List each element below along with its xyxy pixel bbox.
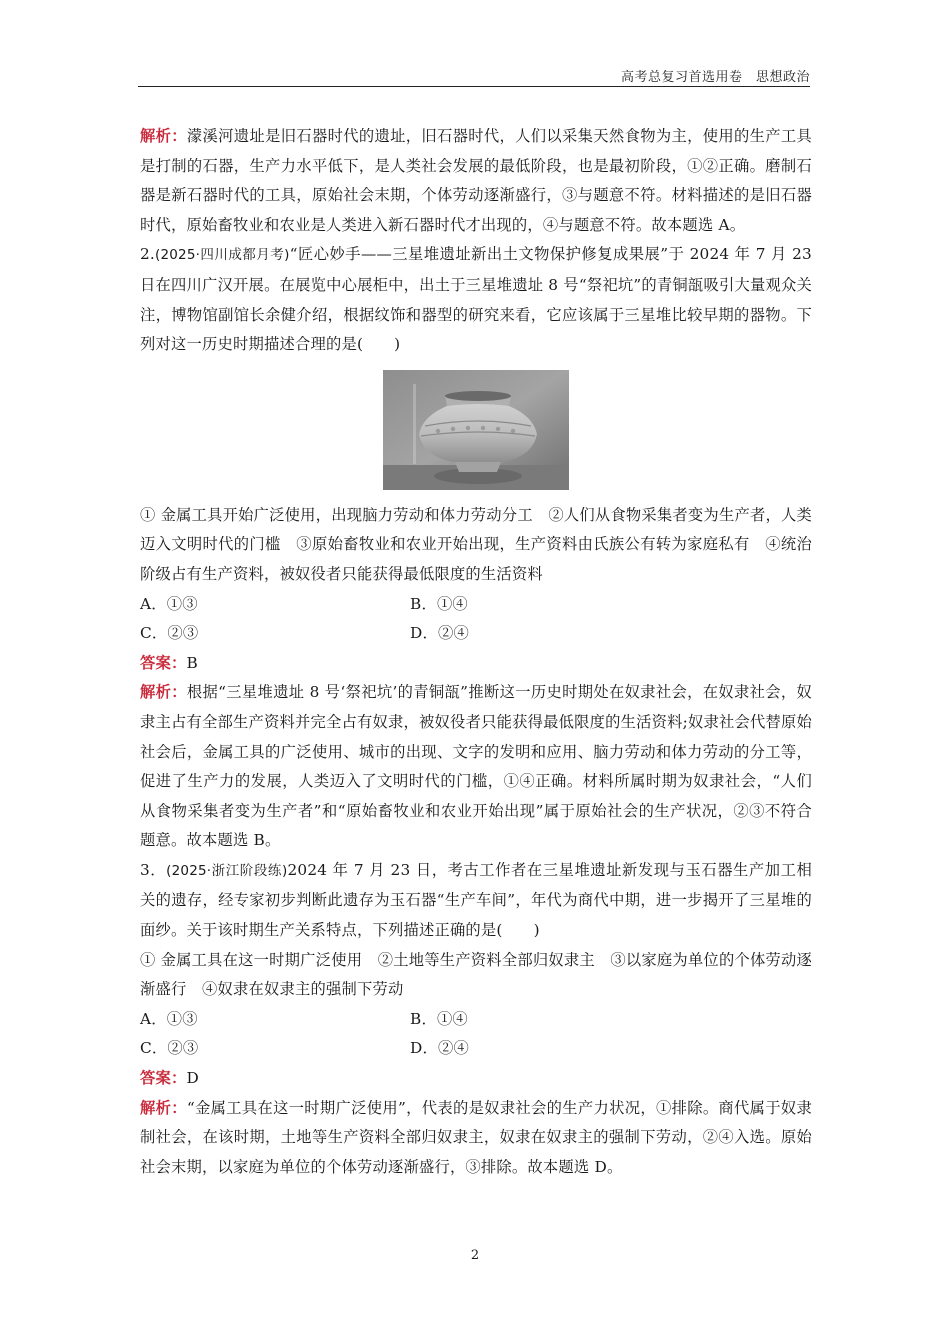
q3-answer xyxy=(140,1064,812,1094)
question-text: 2024 年 7 月 23 日，考古工作者在三星堆遗址新发现与玉石器生产加工相关的遗存，经专家初步判断此遗存为玉石器“生产车间”，年代为商代中期，进一步揭开了三星堆的面纱。关于该时期生产关系特点，下列描述正确的是( ) xyxy=(140,860,812,940)
analysis-text: 根据“三星堆遗址 8 号‘祭祀坑’的青铜瓿”推断这一历史时期处在奴隶社会，在奴隶社会，奴隶主占有全部生产资料并完全占有奴隶，被奴役者只能获得最低限度的生活资料;奴隶社会代替原始社会后，金属工具的广泛使用、城市的出现、文字的发明和应用、脑力劳动和体力劳动的分工等，促进了生产力的发展，人类迈入了文明时代的门槛，①④正确。材料所属时期为奴隶社会，“人们从食物采集者变为生产者”和“原始畜牧业和农业开始出现”属于原始社会的生产状况，②③不符合题意。故本题选 B。 xyxy=(140,683,812,850)
q2-answer xyxy=(140,649,812,679)
option-a[interactable]: A．①③ xyxy=(140,594,198,613)
question-source: (2025·浙江阶段练) xyxy=(166,862,288,879)
q2-options-row-2 xyxy=(140,619,812,649)
page-number: 2 xyxy=(470,1248,480,1263)
q3-options-row-2 xyxy=(140,1034,812,1064)
option-d[interactable]: D．②④ xyxy=(410,1039,469,1058)
question-source: (2025·四川成都月考) xyxy=(155,247,290,264)
question-number: 2. xyxy=(140,245,155,264)
question-number: 3． xyxy=(140,860,167,879)
page-header xyxy=(138,64,810,87)
header-title: 高考总复习首选用卷 思想政治 xyxy=(620,70,810,85)
option-b[interactable]: B．①④ xyxy=(410,594,468,613)
q3-options-row-1 xyxy=(140,1005,812,1035)
q3-stem xyxy=(140,856,812,946)
page-content xyxy=(140,122,812,1182)
bronze-vessel-image xyxy=(383,370,569,490)
answer-value: B xyxy=(186,653,198,672)
answer-value: D xyxy=(186,1069,199,1088)
q2-analysis xyxy=(140,678,812,856)
q3-analysis xyxy=(140,1094,812,1183)
analysis-text: “金属工具在这一时期广泛使用”，代表的是奴隶社会的生产力状况，①排除。商代属于奴隶制社会，在该时期，土地等生产资料全部归奴隶主，奴隶在奴隶主的强制下劳动，②④入选。原始社会末期，以家庭为单位的个体劳动逐渐盛行，③排除。故本题选 D。 xyxy=(140,1098,813,1176)
q2-stem xyxy=(140,240,812,359)
q2-statements: ① 金属工具开始广泛使用，出现脑力劳动和体力劳动分工 ②人们从食物采集者变为生产者，人类迈入文明时代的门槛 ③原始畜牧业和农业开始出现，生产资料由氏族公有转为家庭私有 ④统治阶级占有生产资料，被奴役者只能获得最低限度的生活资料 xyxy=(140,505,812,583)
q3-statements: ① 金属工具在这一时期广泛使用 ②土地等生产资料全部归奴隶主 ③以家庭为单位的个体劳动逐渐盛行 ④奴隶在奴隶主的强制下劳动 xyxy=(140,950,812,999)
analysis-label: 解析： xyxy=(140,683,187,702)
analysis-label: 解析： xyxy=(140,127,187,145)
analysis-label: 解析： xyxy=(140,1098,187,1117)
option-b[interactable]: B．①④ xyxy=(410,1009,468,1028)
question-text: “匠心妙手——三星堆遗址新出土文物保护修复成果展”于 2024 年 7 月 23 日在四川广汉开展。在展览中心展柜中，出土于三星堆遗址 8 号“祭祀坑”的青铜瓿吸引大量观众关注，博物馆副馆长余健介绍，根据纹饰和器型的研究来看，它应该属于三星堆比较早期的器物。下列对这一历史时期描述合理的是( ) xyxy=(140,245,812,354)
answer-label: 答案： xyxy=(140,1069,187,1088)
option-a[interactable]: A．①③ xyxy=(140,1009,198,1028)
answer-label: 答案： xyxy=(140,653,187,672)
option-c[interactable]: C．②③ xyxy=(140,1039,199,1058)
option-d[interactable]: D．②④ xyxy=(410,624,469,643)
bronze-vessel-photo xyxy=(383,370,569,490)
option-c[interactable]: C．②③ xyxy=(140,624,199,643)
q1-analysis xyxy=(140,122,812,240)
q2-options-row-1 xyxy=(140,590,812,620)
analysis-text: 濛溪河遗址是旧石器时代的遗址，旧石器时代，人们以采集天然食物为主，使用的生产工具是打制的石器，生产力水平低下，是人类社会发展的最低阶段，也是最初阶段，①②正确。磨制石器是新石器时代的工具，原始社会末期，个体劳动逐渐盛行，③与题意不符。材料描述的是旧石器时代，原始畜牧业和农业是人类进入新石器时代才出现的，④与题意不符。故本题选 A。 xyxy=(140,127,812,234)
